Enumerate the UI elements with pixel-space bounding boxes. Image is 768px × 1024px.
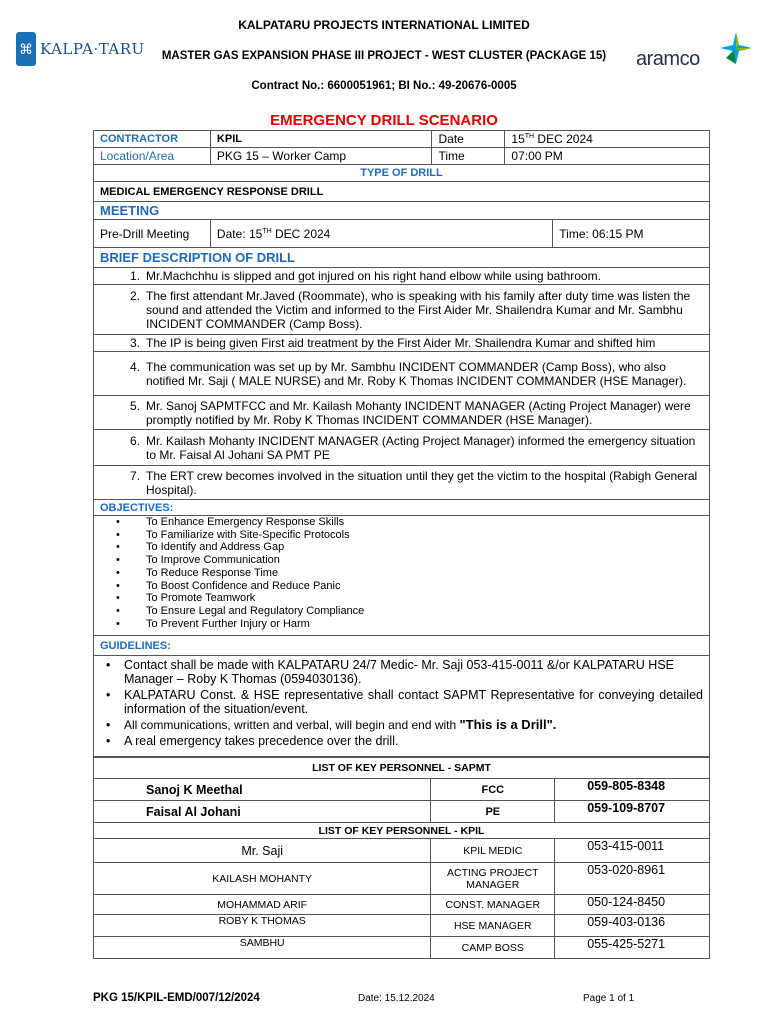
sapmt-heading: LIST OF KEY PERSONNEL - SAPMT [94, 757, 710, 779]
type-of-drill-value: MEDICAL EMERGENCY RESPONSE DRILL [94, 182, 710, 202]
list-item: • To Enhance Emergency Response Skills [94, 516, 709, 529]
time-value: 07:00 PM [505, 148, 710, 165]
list-item: • To Identify and Address Gap [94, 541, 709, 554]
location-label: Location/Area [94, 148, 211, 165]
kalpataru-tree-icon: ⌘ [16, 32, 36, 66]
meeting-heading: MEETING [94, 202, 710, 220]
objectives-list [94, 516, 709, 630]
brief-item: 6. Mr. Kailash Mohanty INCIDENT MANAGER (Acting Project Manager) informed the emergency situation to Mr. Faisal Al Johani SA PMT PE [129, 433, 696, 462]
list-item: • Contact shall be made with KALPATARU 24/7 Medic- Mr. Saji 053-415-0011 &/or KALPATARU HSE Manager – Roby K Thomas (0594030136). [94, 658, 703, 686]
guidelines-list [94, 658, 703, 748]
page-number: Page 1 of 1 [583, 993, 635, 1004]
type-of-drill-heading: TYPE OF DRILL [94, 165, 710, 182]
brief-heading: BRIEF DESCRIPTION OF DRILL [94, 248, 710, 268]
kalpataru-logo-text: KALPA·TARU [40, 40, 145, 58]
location-row [94, 148, 710, 165]
list-item: • To Boost Confidence and Reduce Panic [94, 580, 709, 593]
list-item: • KALPATARU Const. & HSE representative shall contact SAPMT Representative for conveying detailed information of the situation/event. [94, 688, 703, 716]
meeting-row [94, 220, 710, 248]
document-number: PKG 15/KPIL-EMD/007/12/2024 [93, 992, 260, 1004]
table-row: MOHAMMAD ARIF CONST. MANAGER 050-124-8450 [94, 895, 710, 915]
list-item: • A real emergency takes precedence over the drill. [94, 734, 703, 748]
brief-item: 4. The communication was set up by Mr. Sambhu INCIDENT COMMANDER (Camp Boss), who also notified Mr. Saji ( MALE NURSE) and Mr. Roby K Thomas INCIDENT COMMANDER (HSE Manager). [129, 359, 687, 388]
contractor-label: CONTRACTOR [94, 131, 211, 148]
guidelines-heading: GUIDELINES: [94, 636, 710, 656]
list-item: • To Familiarize with Site-Specific Protocols [94, 529, 709, 542]
list-item: • To Promote Teamwork [94, 592, 709, 605]
table-row: Faisal Al Johani PE 059-109-8707 [94, 801, 710, 823]
contract-number: Contract No.: 6600051961; BI No.: 49-20676-0005 [251, 80, 517, 92]
table-row: ROBY K THOMAS HSE MANAGER 059-403-0136 [94, 915, 710, 937]
meeting-time: Time: 06:15 PM [553, 220, 710, 248]
key-personnel-table [93, 756, 710, 959]
kpil-heading: LIST OF KEY PERSONNEL - KPIL [94, 823, 710, 839]
document-title: EMERGENCY DRILL SCENARIO [270, 112, 498, 129]
table-row: Mr. Saji KPIL MEDIC 053-415-0011 [94, 839, 710, 863]
date-label: Date [432, 131, 505, 148]
footer-date: Date: 15.12.2024 [358, 993, 435, 1004]
list-item: • To Ensure Legal and Regulatory Compliance [94, 605, 709, 618]
table-row: SAMBHU CAMP BOSS 055-425-5271 [94, 937, 710, 959]
aramco-logo-text: aramco [636, 48, 700, 70]
list-item: • All communications, written and verbal, will begin and end with "This is a Drill". [94, 718, 703, 732]
brief-item: 7. The ERT crew becomes involved in the situation until they get the victim to the hospital (Rabigh General Hospital). [129, 468, 698, 497]
contractor-value: KPIL [210, 131, 432, 148]
brief-item: 2. The first attendant Mr.Javed (Roommate), who is speaking with his family after duty time was listen the sound and attended the Victim and informed to the First Aider Mr. Shailendra Kumar and Mr. Sambhu INCIDENT COMMANDER (Camp Boss). [129, 288, 691, 331]
drill-scenario-table [93, 130, 710, 758]
list-item: • To Reduce Response Time [94, 567, 709, 580]
objectives-heading: OBJECTIVES: [94, 500, 710, 516]
meeting-name: Pre-Drill Meeting [94, 220, 211, 248]
time-label: Time [432, 148, 505, 165]
date-value: 15TH DEC 2024 [505, 131, 710, 148]
brief-item: 5. Mr. Sanoj SAPMTFCC and Mr. Kailash Mohanty INCIDENT MANAGER (Acting Project Manager) were promptly notified by Mr. Roby K Thomas INCIDENT COMMANDER (HSE Manager). [129, 398, 691, 427]
project-name: MASTER GAS EXPANSION PHASE III PROJECT - WEST CLUSTER (PACKAGE 15) [161, 50, 607, 62]
brief-item: 3. The IP is being given First aid treatment by the First Aider Mr. Shailendra Kumar and shifted him [129, 336, 656, 350]
table-row: Sanoj K Meethal FCC 059-805-8348 [94, 779, 710, 801]
list-item: • To Improve Communication [94, 554, 709, 567]
location-value: PKG 15 – Worker Camp [210, 148, 432, 165]
company-name: KALPATARU PROJECTS INTERNATIONAL LIMITED [238, 18, 530, 32]
list-item: • To Prevent Further Injury or Harm [94, 618, 709, 631]
table-row: KAILASH MOHANTY ACTING PROJECT MANAGER 053-020-8961 [94, 863, 710, 895]
brief-item: 1. Mr.Machchhu is slipped and got injured on his right hand elbow while using bathroom. [129, 269, 601, 283]
meeting-date: Date: 15TH DEC 2024 [210, 220, 552, 248]
contractor-row [94, 131, 710, 148]
